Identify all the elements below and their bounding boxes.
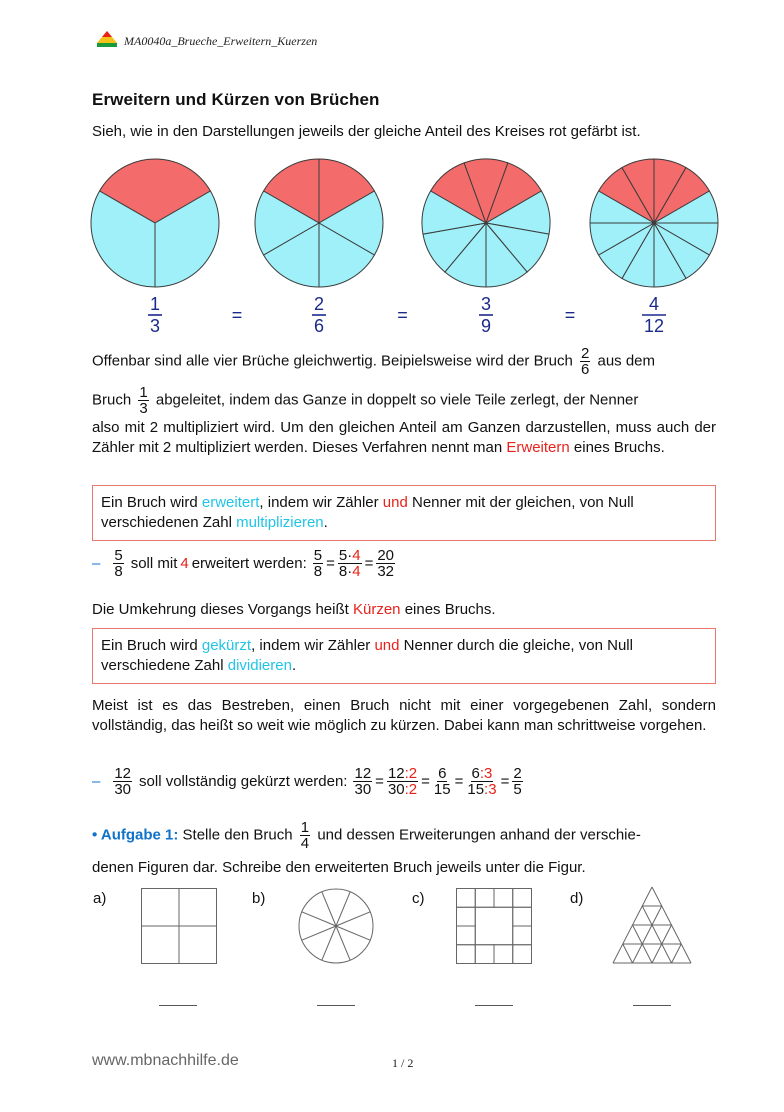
figure-triangle-grid [612, 886, 692, 964]
circle-fraction-denominator: 12 [643, 316, 665, 336]
footer-url[interactable]: www.mbnachhilfe.de [92, 1052, 239, 1069]
page-title: Erweitern und Kürzen von Brüchen [92, 90, 380, 109]
task-1-text-2: denen Figuren dar. Schreibe den erweiterten Bruch jeweils unter die Figur. [92, 859, 586, 876]
definition-box-expand: Ein Bruch wird erweitert, indem wir Zähler und Nenner mit der gleichen, von Null verschiedenen Zahl multiplizieren. [92, 485, 716, 541]
fraction-one-third: $\frac{1}{3}$ [139, 384, 148, 417]
definition-box-reduce: Ein Bruch wird gekürzt, indem wir Zähler und Nenner durch die gleiche, von Null verschiedene Zahl dividieren. [92, 628, 716, 684]
fraction-circles [80, 150, 730, 340]
circle-fraction-numerator: 4 [648, 294, 660, 314]
logo-icon [96, 30, 118, 48]
task-1-text: • Aufgabe 1: Stelle den Bruch $\frac{1}{4}$ und dessen Erweiterungen anhand der verschie- [92, 819, 641, 852]
paragraph-reduce-fully: Meist ist es das Bestreben, einen Bruch nicht mit einer vorgegebenen Zahl, sondern vollständig, das heißt so weit wie möglich zu kürzen. Dabei kann man schrittweise vorgehen. [92, 697, 716, 734]
answer-blank-b[interactable] [317, 1005, 355, 1006]
answer-blank-c[interactable] [475, 1005, 513, 1006]
circle-fraction-denominator: 6 [313, 316, 325, 336]
paragraph-expand-explanation: Offenbar sind alle vier Brüche gleichwertig. Beipielsweise wird der Bruch $\frac{2}{6}$ aus dem [92, 345, 656, 378]
paragraph-expand-explanation-2: Bruch $\frac{1}{3}$ abgeleitet, indem das Ganze in doppelt so viele Teile zerlegt, der Nenner [92, 384, 639, 417]
figure-circle-eight-parts [297, 887, 375, 965]
answer-blank-d[interactable] [633, 1005, 671, 1006]
figure-label-a: a) [93, 890, 107, 907]
figure-label-b: b) [252, 890, 266, 907]
circle-fraction-denominator: 3 [149, 316, 161, 336]
intro-text: Sieh, wie in den Darstellungen jeweils der gleiche Anteil des Kreises rot gefärbt ist. [92, 123, 641, 140]
fraction-two-sixths: $\frac{2}{6}$ [580, 345, 590, 378]
figure-square-four-parts [141, 888, 217, 964]
paragraph-expand-explanation-3: also mit 2 multipliziert wird. Um den gleichen Anteil am Ganzen darzustellen, muss auch der Zähler mit 2 multipliziert werden. Dieses Verfahren nennt man Erweitern eines Bruchs. [92, 419, 716, 456]
example-expand: – $\frac{5}{8}$ soll mit 4 erweitert werden: $\frac{5}{8}$ = $\frac{5\cdot 4}{8\cdot 4}$ = $\frac{20}{32}$ [92, 547, 395, 580]
circle-fraction-numerator: 2 [313, 294, 325, 314]
circle-fraction-numerator: 1 [149, 294, 161, 314]
circle-fraction-denominator: 9 [480, 316, 492, 336]
example-reduce: – $\frac{12}{30}$ soll vollständig gekürzt werden: $\frac{12}{30}$ = $\frac{12:2}{30:2}$ = $\frac{6}{15}$ = $\frac{6:3}{15:3}$ = $\frac{2}{5}$ [92, 765, 522, 798]
paragraph-reduce-intro: Die Umkehrung dieses Vorgangs heißt Kürzen eines Bruchs. [92, 601, 496, 618]
equals-sign: = [397, 305, 408, 325]
circle-fraction-numerator: 3 [480, 294, 492, 314]
answer-blank-a[interactable] [159, 1005, 197, 1006]
equals-sign: = [231, 305, 243, 325]
figure-square-grid [456, 888, 532, 964]
page-number: 1 / 2 [392, 1056, 414, 1070]
equals-sign: = [564, 305, 576, 325]
figure-label-c: c) [412, 890, 425, 907]
figure-label-d: d) [570, 890, 584, 907]
document-filename: MA0040a_Brueche_Erweitern_Kuerzen [124, 34, 318, 48]
